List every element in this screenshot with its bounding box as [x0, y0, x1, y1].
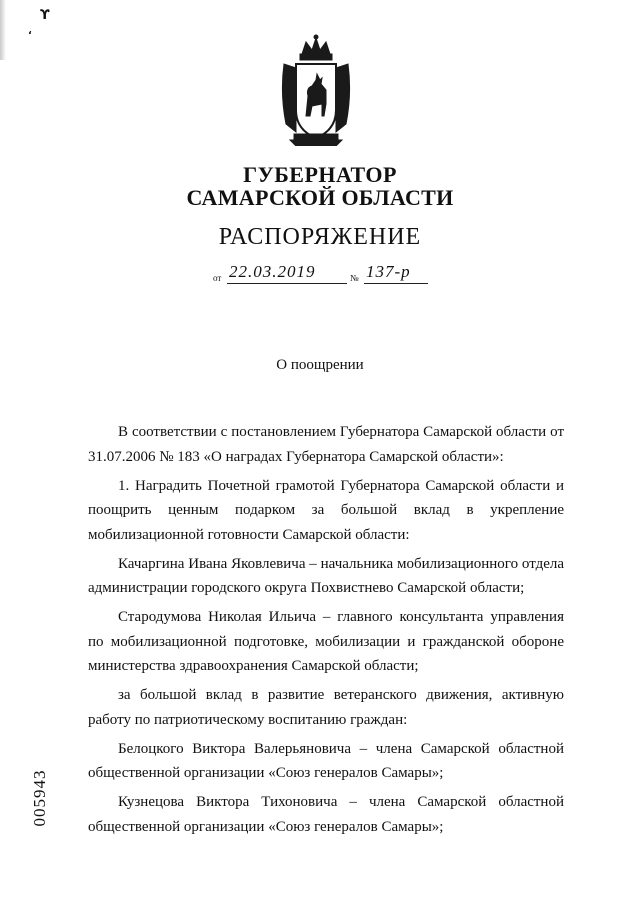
- number-value: 137-р: [366, 262, 411, 281]
- document-body: [88, 420, 564, 844]
- number-underline: [364, 283, 428, 284]
- header-title: ГУБЕРНАТОР: [243, 162, 397, 187]
- scan-edge: [0, 0, 6, 60]
- serial-number-stamp: [28, 760, 52, 840]
- margin-mark: ϒ: [40, 8, 50, 23]
- date-label: от: [213, 273, 222, 283]
- document-subject: О поощрении: [276, 357, 364, 373]
- number-label: №: [350, 273, 359, 283]
- date-value: 22.03.2019: [229, 262, 316, 281]
- margin-mark-small: ʻ: [28, 30, 32, 41]
- paragraph: Стародумова Николая Ильича – главного консультанта управления по мобилизационной подготовке, мобилизации и гражданской обороне министерства здравоохранения Самарской области;: [88, 609, 564, 674]
- date-underline: [227, 283, 347, 284]
- paragraph: Качаргина Ивана Яковлевича – начальника мобилизационного отдела администрации городского округа Похвистнево Самарской области;: [88, 555, 564, 596]
- serial-number: 005943: [30, 769, 49, 827]
- paragraph: В соответствии с постановлением Губернатора Самарской области от 31.07.2006 № 183 «О наградах Губернатора Самарской области»:: [88, 424, 564, 465]
- paragraph: 1. Наградить Почетной грамотой Губернатора Самарской области и поощрить ценным подарком за большой вклад в укрепление мобилизационной готовности Самарской области:: [88, 477, 564, 543]
- paragraph: за большой вклад в развитие ветеранского движения, активную работу по патриотическому воспитанию граждан:: [88, 687, 564, 728]
- header-subtitle: САМАРСКОЙ ОБЛАСТИ: [186, 185, 454, 210]
- paragraph: Кузнецова Виктора Тихоновича – члена Самарской областной общественной организации «Союз генералов Самары»;: [88, 794, 564, 835]
- samara-coat-of-arms-icon: [276, 34, 356, 146]
- paragraph: Белоцкого Виктора Валерьяновича – члена Самарской областной общественной организации «Союз генералов Самары»;: [88, 740, 564, 781]
- date-number-line: [213, 262, 433, 288]
- document-type: РАСПОРЯЖЕНИЕ: [218, 224, 422, 250]
